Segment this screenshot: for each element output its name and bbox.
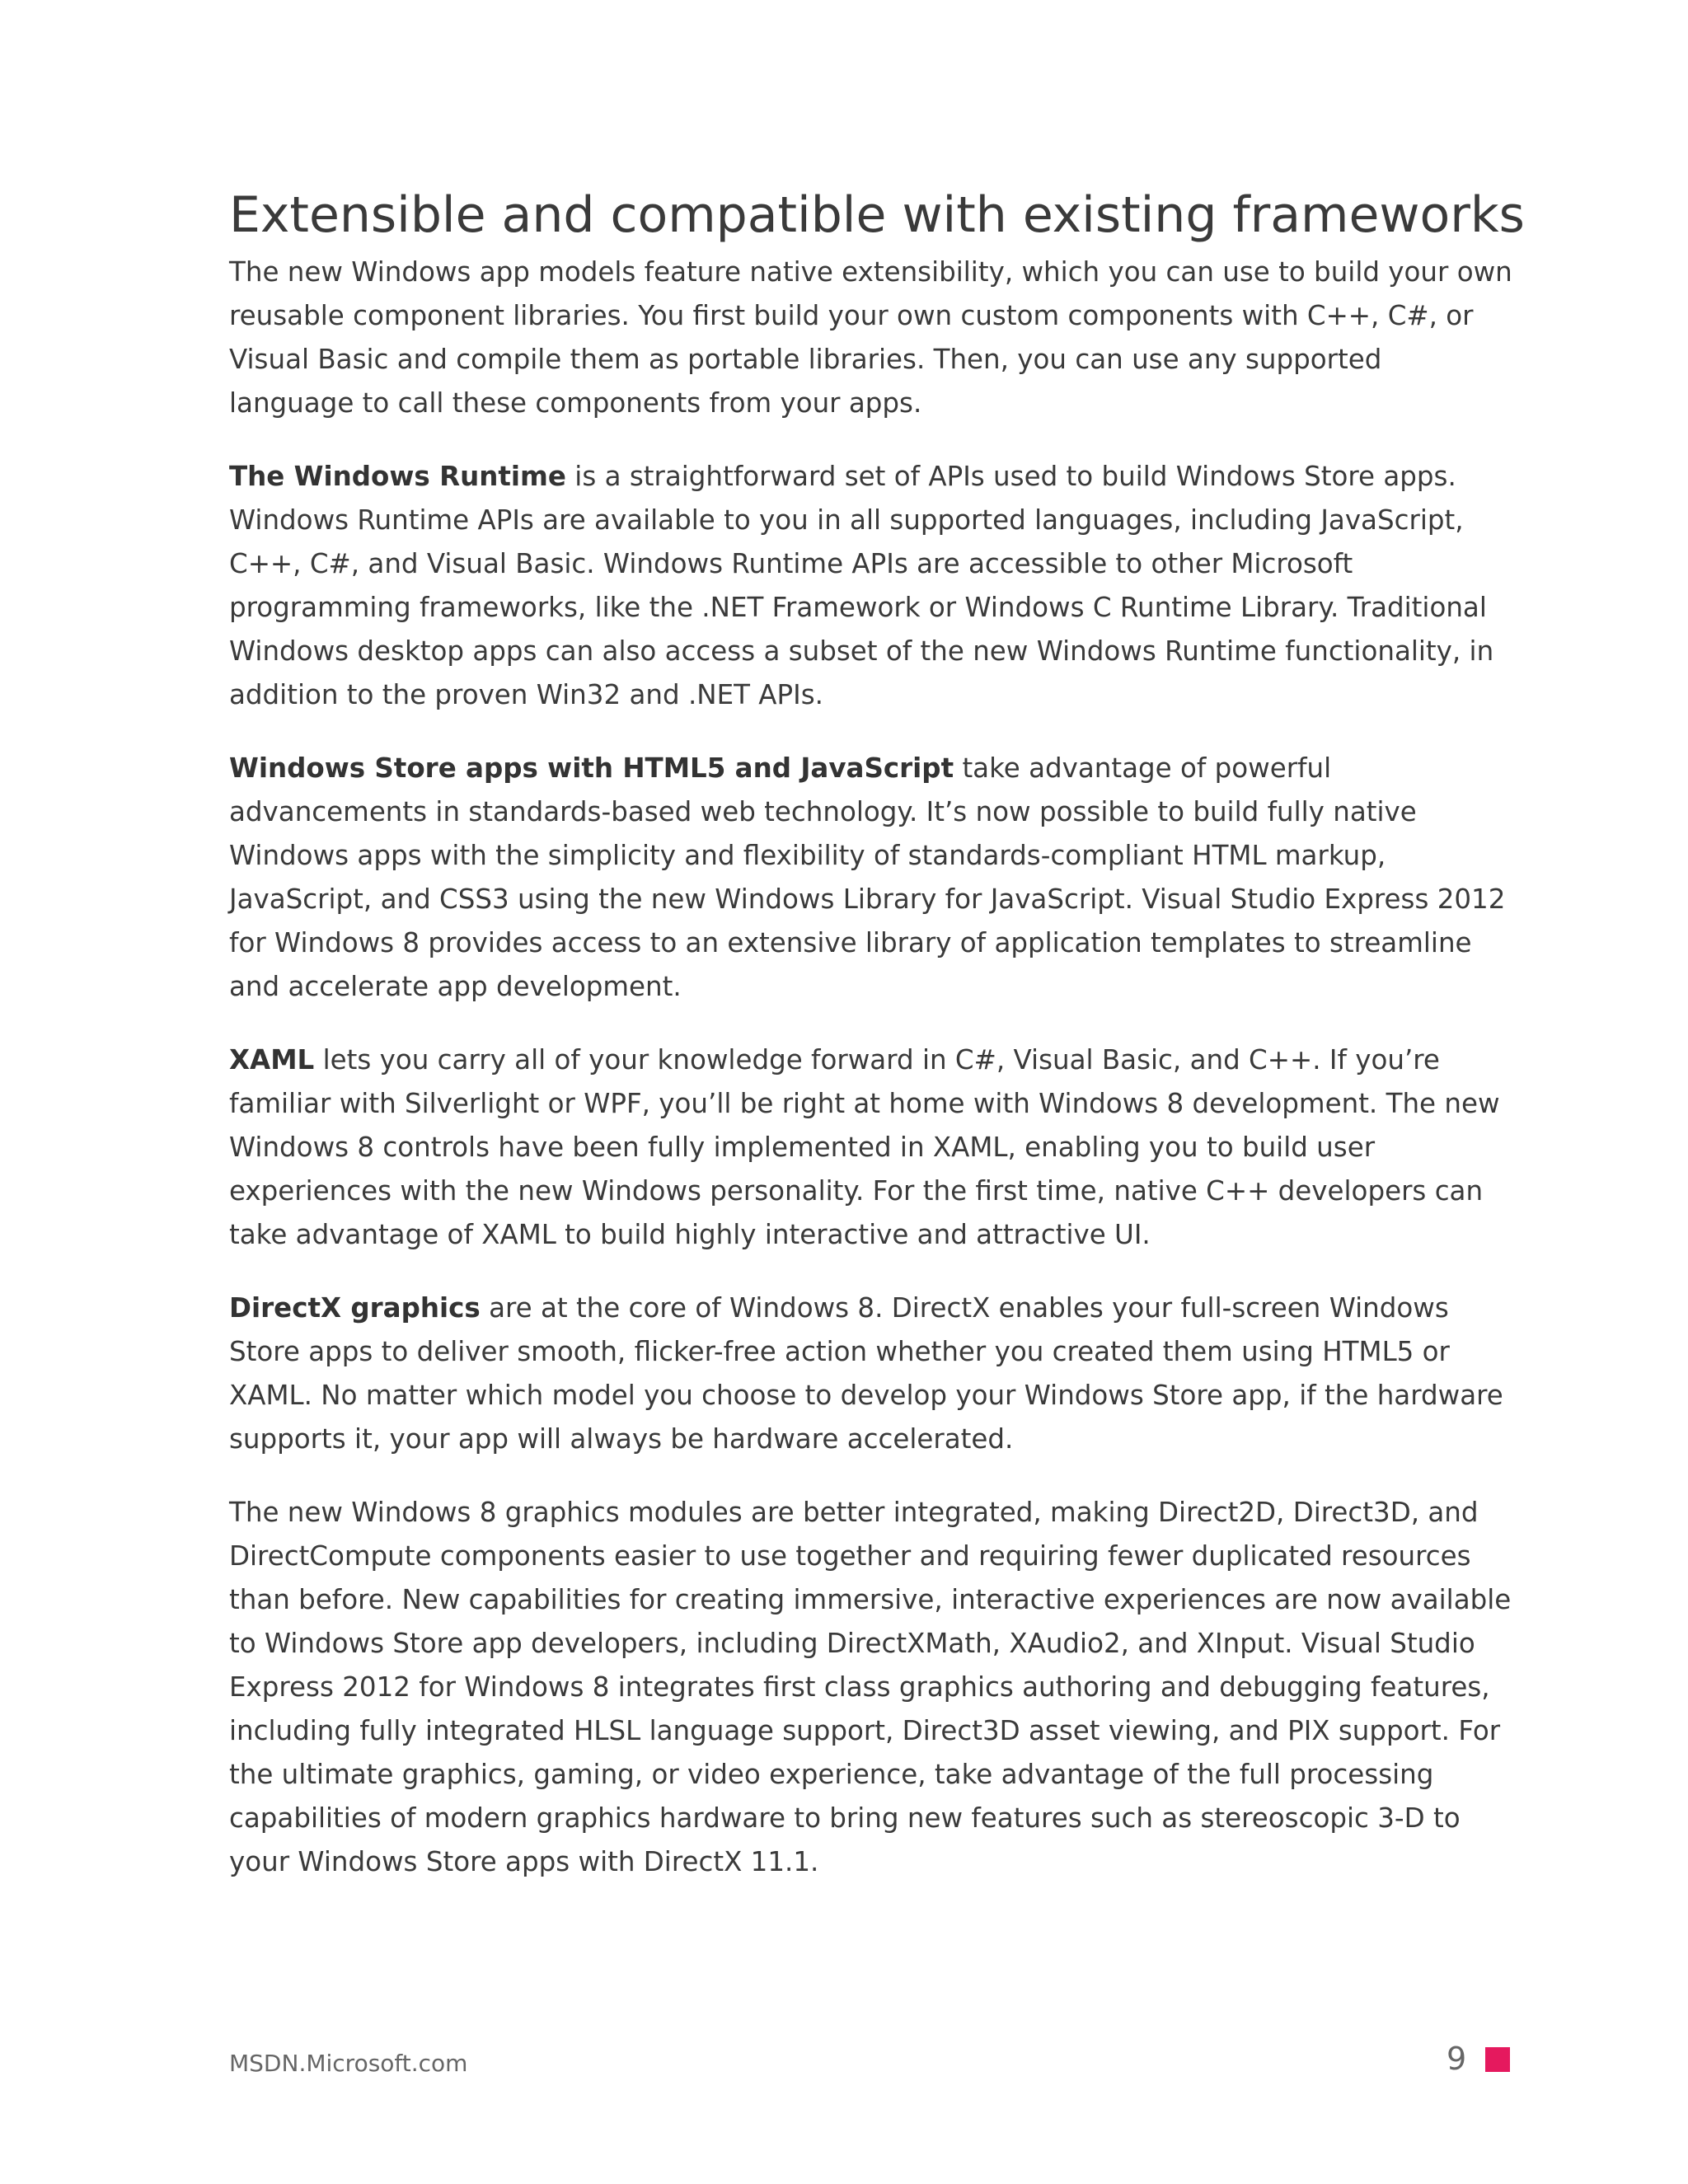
paragraph-text: The new Windows app models feature native extensibility, which you can use to build your own reusable component libraries. You first build your own custom components with C++, C#, or Visual Basic and compile them as portable libraries. Then, you can use any supported language to call these components from your apps.: [229, 256, 1512, 419]
paragraph-text: is a straightforward set of APIs used to build Windows Store apps. Windows Runtime APIs are available to you in all supported languages, including JavaScript, C++, C#, and Visual Basic. Windows Runtime APIs are accessible to other Microsoft programming frameworks, like the .NET Framework or Windows C Runtime Library. Traditional Windows desktop apps can also access a subset of the new Windows Runtime functionality, in addition to the proven Win32 and .NET APIs.: [229, 461, 1494, 710]
paragraph-windows-runtime: [229, 455, 1515, 717]
paragraph-intro: [229, 251, 1515, 425]
paragraph-lead: The Windows Runtime: [229, 461, 566, 492]
paragraph-html5-javascript: [229, 747, 1515, 1009]
paragraph-text: lets you carry all of your knowledge forward in C#, Visual Basic, and C++. If you’re familiar with Silverlight or WPF, you’ll be right at home with Windows 8 development. The new Windows 8 controls have been fully implemented in XAML, enabling you to build user experiences with the new Windows personality. For the first time, native C++ developers can take advantage of XAML to build highly interactive and attractive UI.: [229, 1044, 1500, 1250]
paragraph-graphics-modules: [229, 1491, 1515, 1884]
paragraph-lead: Windows Store apps with HTML5 and JavaScript: [229, 752, 954, 784]
footer-site-link[interactable]: MSDN.Microsoft.com: [229, 2050, 468, 2077]
paragraph-text: are at the core of Windows 8. DirectX enables your full-screen Windows Store apps to deliver smooth, flicker-free action whether you created them using HTML5 or XAML. No matter which model you choose to develop your Windows Store app, if the hardware supports it, your app will always be hardware accelerated.: [229, 1292, 1503, 1455]
paragraph-lead: DirectX graphics: [229, 1292, 481, 1324]
article-body: [229, 183, 1525, 1914]
paragraph-text: take advantage of powerful advancements in standards-based web technology. It’s now possible to build fully native Windows apps with the simplicity and flexibility of standards-compliant HTML markup, JavaScript, and CSS3 using the new Windows Library for JavaScript. Visual Studio Express 2012 for Windows 8 provides access to an extensive library of application templates to streamline and accelerate app development.: [229, 752, 1506, 1002]
page-title: Extensible and compatible with existing frameworks: [229, 186, 1525, 244]
paragraph-lead: XAML: [229, 1044, 315, 1076]
page-number: 9: [1447, 2041, 1467, 2077]
paragraph-text: The new Windows 8 graphics modules are better integrated, making Direct2D, Direct3D, and DirectCompute components easier to use together and requiring fewer duplicated resources than before. New capabilities for creating immersive, interactive experiences are now available to Windows Store app developers, including DirectXMath, XAudio2, and XInput. Visual Studio Express 2012 for Windows 8 integrates first class graphics authoring and debugging features, including fully integrated HLSL language support, Direct3D asset viewing, and PIX support. For the ultimate graphics, gaming, or video experience, take advantage of the full processing capabilities of modern graphics hardware to bring new features such as stereoscopic 3-D to your Windows Store apps with DirectX 11.1.: [229, 1497, 1512, 1877]
accent-square-icon: [1485, 2047, 1510, 2072]
paragraph-directx: [229, 1286, 1515, 1461]
paragraph-xaml: [229, 1038, 1515, 1257]
